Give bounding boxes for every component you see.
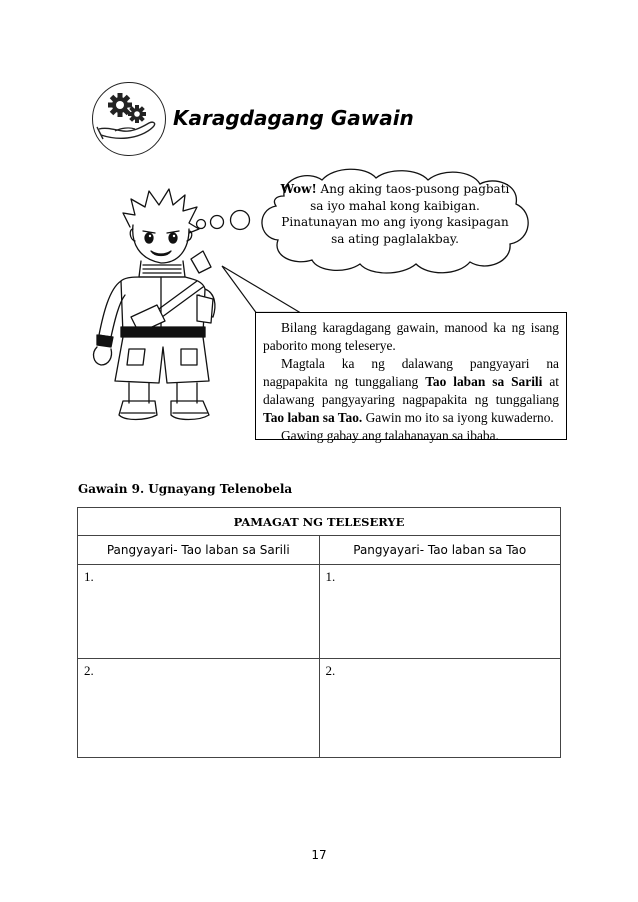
thought-bubble-text bbox=[280, 181, 510, 247]
page-number: 17 bbox=[311, 848, 327, 862]
instruction-emphasis: Tao laban sa Sarili bbox=[425, 374, 543, 389]
telenobela-table bbox=[77, 507, 561, 758]
column-header-tao: Pangyayari- Tao laban sa Tao bbox=[319, 536, 561, 565]
instruction-text: Gawin mo ito sa iyong kuwaderno. bbox=[362, 410, 554, 425]
instruction-paragraph-2 bbox=[263, 355, 559, 427]
instruction-text: Magtala ka ng dalawang pangyayari na nagpapakita ng tunggaliang bbox=[263, 356, 559, 389]
instruction-box bbox=[255, 312, 567, 443]
section-title: Karagdagang Gawain bbox=[173, 106, 414, 130]
gears-in-hand-icon bbox=[92, 82, 166, 156]
table-cell: 2. bbox=[78, 659, 320, 758]
column-header-sarili: Pangyayari- Tao laban sa Sarili bbox=[78, 536, 320, 565]
instruction-paragraph-1: Bilang karagdagang gawain, manood ka ng isang paborito mong teleserye. bbox=[263, 320, 559, 353]
instruction-emphasis: Tao laban sa Tao. bbox=[263, 410, 363, 425]
table-cell: 1. bbox=[319, 565, 561, 659]
table-title: PAMAGAT NG TELESERYE bbox=[78, 508, 561, 536]
speech-body: Ang aking taos-pusong pagbati sa iyo mahal kong kaibigan. Pinatunayan mo ang iyong kasipagan sa ating paglalakbay. bbox=[281, 182, 510, 246]
speech-emphasis: Wow! bbox=[280, 182, 317, 196]
table-cell: 1. bbox=[78, 565, 320, 659]
instruction-text: at dalawang pangyayaring nagpapakita ng tunggaliang bbox=[263, 374, 559, 407]
instruction-paragraph-3: Gawing gabay ang talahanayan sa ibaba. bbox=[281, 428, 499, 443]
activity-title: Gawain 9. Ugnayang Telenobela bbox=[78, 482, 293, 496]
table-cell: 2. bbox=[319, 659, 561, 758]
